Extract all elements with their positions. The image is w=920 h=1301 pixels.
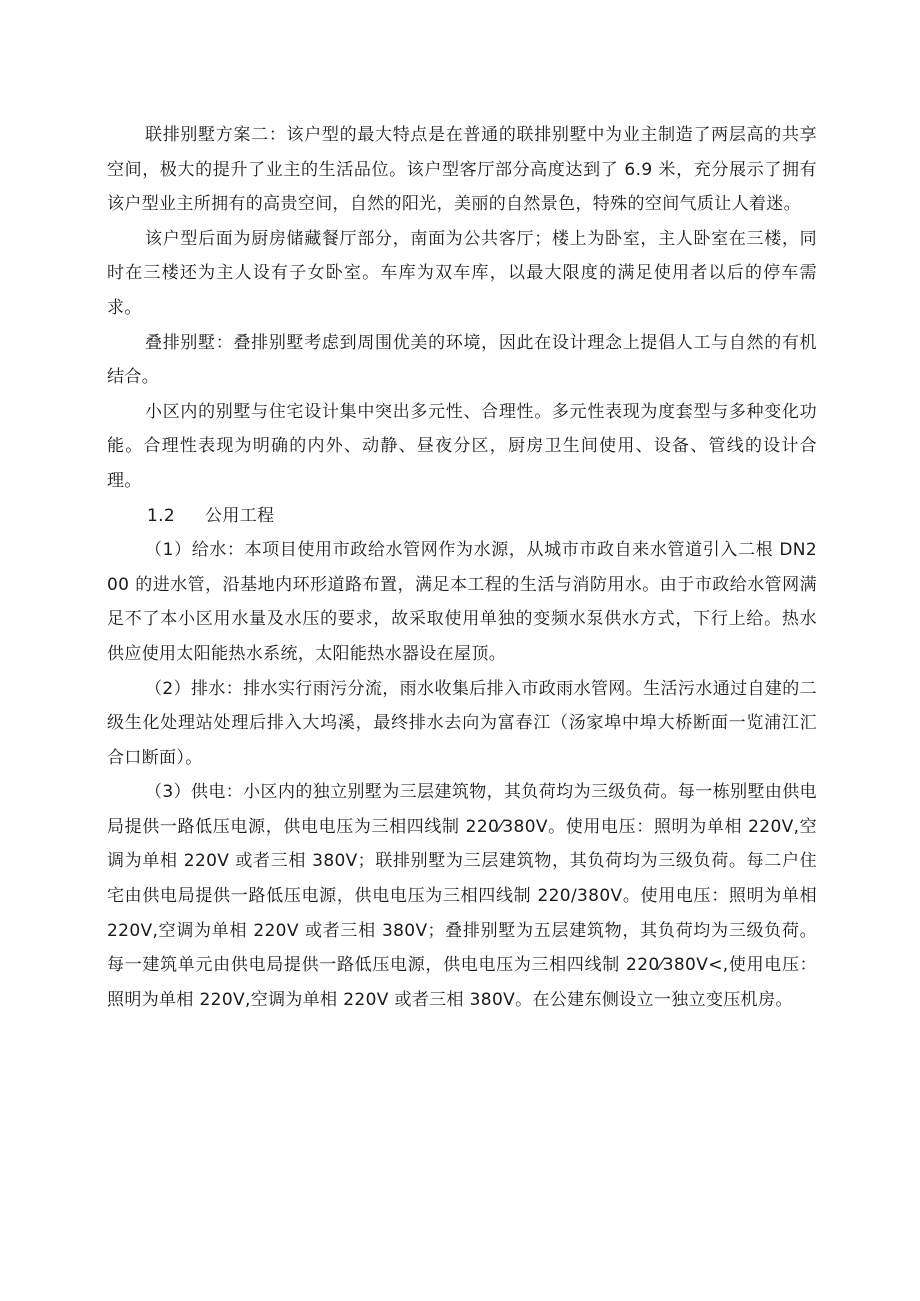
paragraph-stacked-villa: 叠排别墅：叠排别墅考虑到周围优美的环境，因此在设计理念上提倡人工与自然的有机结合。 — [107, 332, 817, 388]
paragraph-drainage: （2）排水：排水实行雨污分流，雨水收集后排入市政雨水管网。生活污水通过自建的二级生化处理站处理后排入大坞溪，最终排水去向为富春江（汤家埠中埠大桥断面一览浦江汇合口断面）。 — [107, 678, 817, 768]
paragraph-power-supply: （3）供电：小区内的独立别墅为三层建筑物，其负荷均为三级负荷。每一栋别墅由供电局提供一路低压电源，供电电压为三相四线制 220⁄380V。使用电压：照明为单相 220V,空调为单相 220V 或者三相 380V；联排别墅为三层建筑物，其负荷均为三级负荷。每二户住宅由供电局提供一路低压电源，供电电压为三相四线制 220/380V。使用电压：照明为单相 220V,空调为单相 220V 或者三相 380V；叠排别墅为五层建筑物，其负荷均为三级负荷。每一建筑单元由供电局提供一路低压电源，供电电压为三相四线制 220⁄380V<,使用电压：照明为单相 220V,空调为单相 220V 或者三相 380V。在公建东侧设立一独立变压机房。 — [107, 782, 817, 1010]
document-page — [107, 118, 817, 1017]
section-title: 公用工程 — [205, 505, 275, 526]
section-heading — [107, 499, 817, 534]
section-number: 1.2 — [147, 505, 176, 526]
paragraph-water-supply: （1）给水：本项目使用市政给水管网作为水源，从城市市政自来水管道引入二根 DN200 的进水管，沿基地内环形道路布置，满足本工程的生活与消防用水。由于市政给水管网满足不了本小区用水量及水压的要求，故采取使用单独的变频水泵供水方式，下行上给。热水供应使用太阳能热水系统，太阳能热水器设在屋顶。 — [107, 540, 817, 664]
paragraph-design-concept: 小区内的别墅与住宅设计集中突出多元性、合理性。多元性表现为度套型与多种变化功能。合理性表现为明确的内外、动静、昼夜分区，厨房卫生间使用、设备、管线的设计合理。 — [107, 401, 817, 491]
paragraph-floor-layout: 该户型后面为厨房储藏餐厅部分，南面为公共客厅；楼上为卧室，主人卧室在三楼，同时在三楼还为主人设有子女卧室。车库为双车库，以最大限度的满足使用者以后的停车需求。 — [107, 228, 817, 318]
paragraph-townhouse-plan-two: 联排别墅方案二：该户型的最大特点是在普通的联排别墅中为业主制造了两层高的共享空间，极大的提升了业主的生活品位。该户型客厅部分高度达到了 6.9 米，充分展示了拥有该户型业主所拥有的高贵空间，自然的阳光，美丽的自然景色，特殊的空间气质让人着迷。 — [107, 125, 817, 215]
